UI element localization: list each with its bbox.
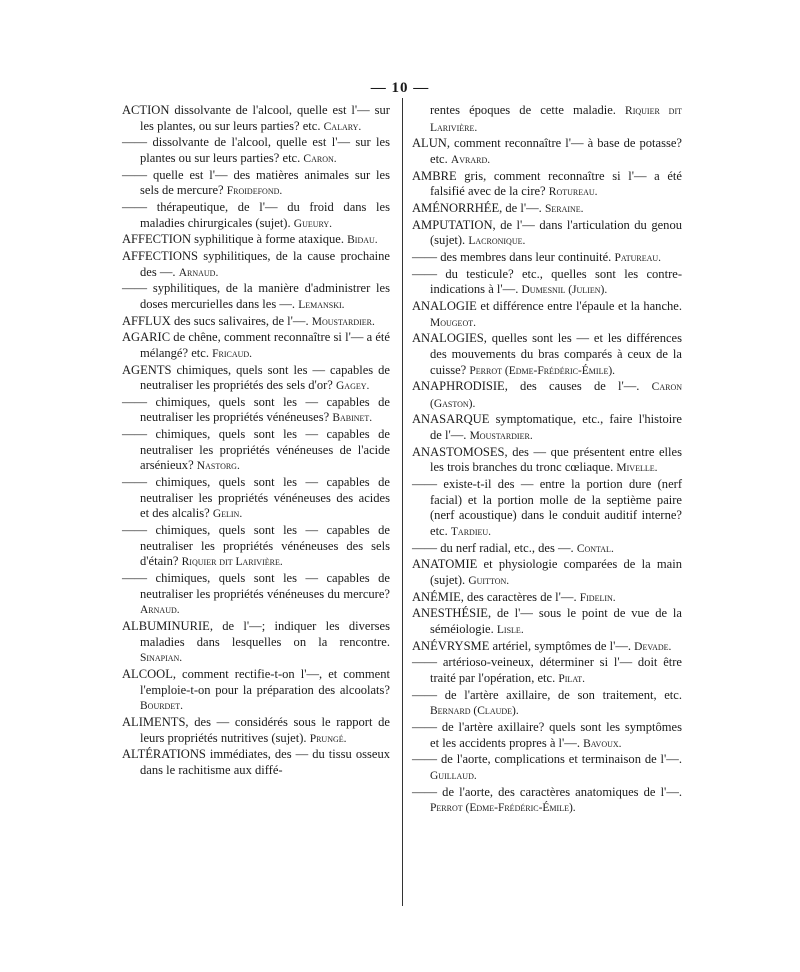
entry-author: Calary. bbox=[323, 120, 362, 133]
index-entry bbox=[412, 655, 682, 687]
entry-author: Fidelin. bbox=[579, 591, 616, 604]
entry-text: ALCOOL, comment rectifie-t-on l'—, et comment l'emploie-t-on pour la préparation des alcoolats? bbox=[122, 666, 390, 697]
index-entry bbox=[412, 379, 682, 412]
index-entry bbox=[412, 720, 682, 752]
entry-author: Caron (Gaston). bbox=[430, 381, 683, 410]
entry-text: AMBRE gris, comment reconnaître si l'— a été falsifié avec de la cire? bbox=[412, 168, 682, 199]
entry-text: —— quelle est l'— des matières animales sur les sels de mercure? bbox=[122, 167, 390, 198]
index-entry bbox=[412, 752, 682, 784]
entry-text: —— de l'aorte, des caractères anatomiques de l'—. bbox=[412, 784, 682, 799]
index-entry bbox=[122, 475, 390, 523]
entry-author: Gelin. bbox=[212, 508, 243, 521]
entry-author: Bernard (Claude). bbox=[430, 705, 519, 718]
entry-author: Devade. bbox=[634, 640, 672, 653]
entry-author: Arnaud. bbox=[178, 266, 219, 279]
index-entry bbox=[412, 331, 682, 379]
index-entry bbox=[122, 232, 390, 249]
index-entry bbox=[412, 136, 682, 168]
index-entry bbox=[122, 571, 390, 619]
page-number: — 10 — bbox=[370, 80, 430, 96]
index-entry bbox=[122, 747, 390, 778]
entry-text: —— de l'artère axillaire, de son traitement, etc. bbox=[412, 687, 682, 702]
entry-author: Caron. bbox=[303, 152, 337, 165]
entry-text: —— syphilitiques, de la manière d'administrer les doses mercurielles dans les —. bbox=[122, 281, 390, 311]
right-column bbox=[412, 103, 682, 817]
entry-text: AMPUTATION, de l'— dans l'articulation du genou (sujet). bbox=[412, 217, 682, 248]
entry-text: —— du nerf radial, etc., des —. bbox=[412, 540, 574, 555]
entry-text: —— du testicule? etc., quelles sont les contre-indications à l'—. bbox=[412, 266, 682, 297]
entry-author: Moustardier. bbox=[469, 430, 533, 443]
entry-text: ANALOGIES, quelles sont les — et les différences des mouvements du bras comparés à ceux de la cuisse? bbox=[412, 331, 682, 377]
entry-text: ANÉVRYSME artériel, symptômes de l'—. bbox=[412, 638, 632, 653]
entry-author: Pilat. bbox=[558, 672, 585, 685]
entry-text: —— thérapeutique, de l'— du froid dans les maladies chirurgicales (sujet). bbox=[122, 199, 390, 230]
entry-author: Contal. bbox=[576, 542, 614, 555]
index-entry bbox=[412, 541, 682, 558]
entry-author: Bavoux. bbox=[583, 737, 622, 750]
entry-author: Guillaud. bbox=[430, 769, 477, 782]
index-entry bbox=[412, 606, 682, 638]
index-entry bbox=[122, 103, 390, 135]
index-entry bbox=[122, 200, 390, 232]
index-entry bbox=[412, 557, 682, 589]
entry-text: —— chimiques, quels sont les — capables de neutraliser les propriétés vénéneuses des sels d'étain? bbox=[122, 523, 390, 569]
entry-author: Prungé. bbox=[309, 732, 347, 745]
entry-text: ANALOGIE et différence entre l'épaule et la hanche. bbox=[412, 298, 682, 313]
index-entry bbox=[412, 267, 682, 299]
entry-author: Lacronique. bbox=[468, 235, 526, 248]
entry-author: Froidefond. bbox=[226, 185, 283, 198]
entry-text: ANATOMIE et physiologie comparées de la main (sujet). bbox=[412, 557, 682, 588]
index-entry bbox=[412, 250, 682, 267]
index-entry bbox=[412, 103, 682, 136]
entry-author: Gagey. bbox=[335, 380, 370, 393]
index-entry bbox=[122, 395, 390, 427]
entry-text: AGARIC de chêne, comment reconnaître si l'— a été mélangé? etc. bbox=[122, 330, 390, 360]
entry-author: Perrot (Edme-Frédéric-Émile). bbox=[430, 802, 576, 815]
index-entry bbox=[412, 639, 682, 656]
entry-text: ALUN, comment reconnaître l'— à base de potasse? etc. bbox=[412, 136, 682, 166]
entry-author: Gueury. bbox=[293, 217, 333, 230]
entry-author: Riquier dit Larivière. bbox=[181, 556, 283, 569]
entry-author: Bidau. bbox=[347, 234, 378, 247]
entry-author: Patureau. bbox=[614, 251, 662, 264]
index-entry bbox=[412, 169, 682, 201]
entry-text: —— chimiques, quels sont les — capables de neutraliser les propriétés vénéneuses de l'acide arsénieux? bbox=[122, 427, 390, 473]
left-column bbox=[122, 103, 390, 779]
entry-author: Dumesnil (Julien). bbox=[521, 284, 608, 297]
entry-author: Tardieu. bbox=[450, 526, 492, 539]
index-entry bbox=[122, 330, 390, 362]
entry-text: —— des membres dans leur continuité. bbox=[412, 249, 612, 264]
index-entry bbox=[412, 477, 682, 541]
index-entry bbox=[412, 688, 682, 720]
entry-text: AGENTS chimiques, quels sont les — capables de neutraliser les propriétés des sels d'or? bbox=[122, 362, 390, 393]
entry-author: Fricaud. bbox=[212, 347, 253, 360]
entry-text: AFFECTION syphilitique à forme ataxique. bbox=[122, 232, 344, 247]
entry-text: ANASTOMOSES, des — que présentent entre elles les trois branches du tronc cœliaque. bbox=[412, 444, 682, 475]
entry-text: ALTÉRATIONS immédiates, des — du tissu osseux dans le rachitisme aux diffé- bbox=[122, 747, 390, 777]
entry-author: Nastorg. bbox=[196, 460, 240, 473]
index-entry bbox=[122, 135, 390, 167]
entry-author: Arnaud. bbox=[140, 604, 180, 617]
entry-text: —— chimiques, quels sont les — capables de neutraliser les propriétés vénéneuses? bbox=[122, 394, 390, 425]
entry-text: rentes époques de cette maladie. bbox=[430, 103, 616, 117]
entry-text: ANASARQUE symptomatique, etc., faire l'histoire de l'—. bbox=[412, 412, 682, 443]
entry-text: AFFLUX des sucs salivaires, de l'—. bbox=[122, 313, 309, 328]
index-entry bbox=[412, 412, 682, 444]
entry-author: Mougeot. bbox=[430, 316, 476, 329]
entry-author: Lemanski. bbox=[298, 298, 345, 311]
column-divider bbox=[402, 98, 403, 906]
entry-author: Avrard. bbox=[450, 153, 491, 166]
entry-author: Rotureau. bbox=[548, 186, 598, 199]
entry-author: Perrot (Edme-Frédéric-Émile). bbox=[469, 364, 616, 377]
index-entry bbox=[122, 667, 390, 715]
index-entry bbox=[412, 201, 682, 218]
entry-author: Sinapian. bbox=[140, 652, 183, 665]
entry-author: Babinet. bbox=[332, 412, 373, 425]
index-entry bbox=[122, 363, 390, 395]
entry-text: AFFECTIONS syphilitiques, de la cause prochaine des —. bbox=[122, 248, 390, 279]
entry-text: ANAPHRODISIE, des causes de l'—. bbox=[412, 379, 640, 394]
index-entry bbox=[122, 281, 390, 313]
entry-text: —— artérioso-veineux, déterminer si l'— doit être traité par l'opération, etc. bbox=[412, 655, 682, 685]
entry-author: Bourdet. bbox=[140, 700, 183, 713]
entry-author: Riquier dit Larivière. bbox=[430, 105, 682, 134]
index-entry bbox=[122, 168, 390, 200]
index-entry bbox=[412, 590, 682, 607]
index-entry bbox=[122, 523, 390, 571]
index-entry bbox=[412, 785, 682, 817]
entry-text: ALBUMINURIE, de l'—; indiquer les diverses maladies dans lesquelles on la rencontre. bbox=[122, 619, 390, 649]
entry-text: ANESTHÉSIE, de l'— sous le point de vue de la séméiologie. bbox=[412, 606, 682, 636]
index-entry bbox=[122, 249, 390, 281]
entry-text: ALIMENTS, des — considérés sous le rapport de leurs propriétés nutritives (sujet). bbox=[122, 714, 390, 745]
entry-text: ANÉMIE, des caractères de l'—. bbox=[412, 589, 577, 604]
entry-author: Lisle. bbox=[496, 624, 524, 636]
entry-text: AMÉNORRHÉE, de l'—. bbox=[412, 200, 542, 215]
index-entry bbox=[122, 619, 390, 667]
entry-author: Mivelle. bbox=[616, 462, 658, 475]
entry-author: Guitton. bbox=[468, 575, 510, 588]
entry-author: Moustardier. bbox=[311, 315, 375, 328]
entry-text: —— chimiques, quels sont les — capables de neutraliser les propriétés vénéneuses du mercure? bbox=[122, 571, 390, 601]
index-entry bbox=[412, 218, 682, 250]
entry-text: —— chimiques, quels sont les — capables de neutraliser les propriétés vénéneuses des acides et des alcalis? bbox=[122, 475, 390, 521]
entry-text: —— de l'aorte, complications et terminaison de l'—. bbox=[412, 752, 682, 767]
index-entry bbox=[122, 427, 390, 475]
entry-text: ACTION dissolvante de l'alcool, quelle est l'— sur les plantes, ou sur leurs parties? etc. bbox=[122, 103, 390, 133]
entry-author: Seraine. bbox=[544, 202, 584, 215]
index-entry bbox=[122, 314, 390, 331]
index-entry bbox=[412, 299, 682, 331]
entry-text: —— de l'artère axillaire? quels sont les symptômes et les accidents propres à l'—. bbox=[412, 719, 682, 750]
index-entry bbox=[122, 715, 390, 747]
entry-text: —— existe-t-il des — entre la portion dure (nerf facial) et la portion molle de la septième paire (nerf acoustique) dans le conduit auditif interne? etc. bbox=[412, 477, 682, 539]
entry-text: —— dissolvante de l'alcool, quelle est l'— sur les plantes ou sur leurs parties? etc. bbox=[122, 135, 390, 165]
index-entry bbox=[412, 445, 682, 477]
